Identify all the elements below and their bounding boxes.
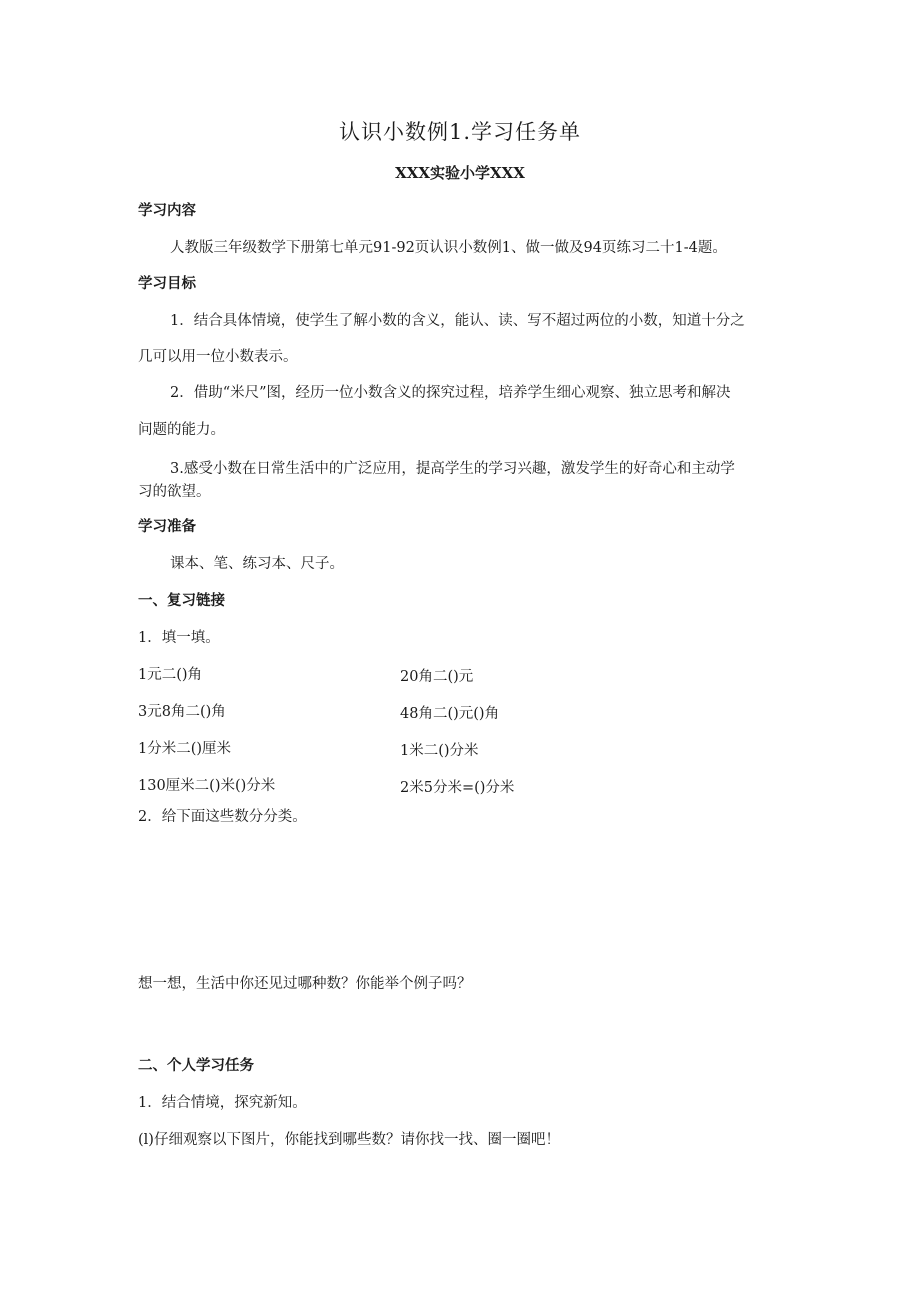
task-1-title: 1．结合情境，探究新知。: [138, 1095, 307, 1111]
task-1-sub: (l)仔细观察以下图片，你能找到哪些数？请你找一找、圈一圈吧！: [138, 1132, 560, 1148]
personal-heading: 二、个人学习任务: [138, 1057, 254, 1074]
goal-2-line-2: 问题的能力。: [138, 422, 225, 438]
think-text: 想一想，生活中你还见过哪种数？你能举个例子吗？: [138, 976, 472, 992]
fill-item: 1分米二()厘米: [138, 741, 232, 757]
goal-2-line-1: 2．借助“米尺”图，经历一位小数含义的探究过程，培养学生细心观察、独立思考和解决: [170, 385, 731, 401]
goal-3-line-1: 3.感受小数在日常生活中的广泛应用，提高学生的学习兴趣，激发学生的好奇心和主动学: [170, 461, 735, 477]
author-line: XXX实验小学XXX: [395, 164, 525, 182]
prep-heading: 学习准备: [138, 518, 196, 535]
fill-item: 130厘米二()米()分米: [138, 778, 276, 794]
fill-item: 3元8角二()角: [138, 704, 226, 720]
fill-item: 48角二()元()角: [400, 706, 500, 722]
fill-item: 20角二()元: [400, 669, 474, 685]
content-text: 人教版三年级数学下册第七单元91-92页认识小数例1、做一做及94页练习二十1-4题。: [170, 240, 727, 256]
goal-1-line-2: 几可以用一位小数表示。: [138, 349, 298, 365]
goal-3-line-2: 习的欲望。: [138, 484, 211, 500]
fill-item: 1元二()角: [138, 667, 203, 683]
goal-1-line-1: 1．结合具体情境，使学生了解小数的含义，能认、读、写不超过两位的小数，知道十分之: [170, 313, 745, 329]
prep-text: 课本、笔、练习本、尺子。: [170, 556, 344, 572]
fill-title: 1．填一填。: [138, 630, 220, 646]
page-title: 认识小数例1.学习任务单: [338, 120, 582, 144]
classify-title: 2．给下面这些数分分类。: [138, 809, 307, 825]
content-heading: 学习内容: [138, 202, 196, 219]
fill-item: 1米二()分米: [400, 743, 479, 759]
goals-heading: 学习目标: [138, 275, 196, 292]
review-heading: 一、复习链接: [138, 592, 225, 609]
fill-item: 2米5分米=()分米: [400, 780, 515, 796]
